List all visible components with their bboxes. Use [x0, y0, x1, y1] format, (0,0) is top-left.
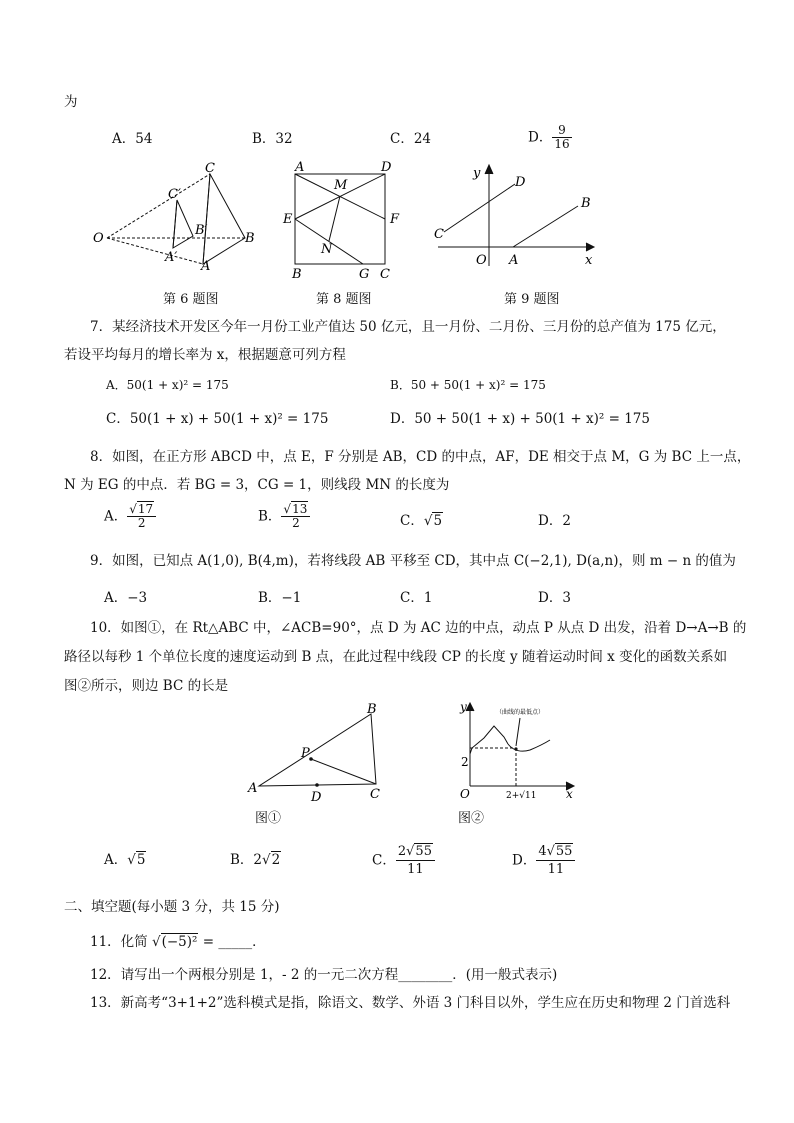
fig10-1-label-C: C [370, 787, 380, 802]
fig8-label-B: B [292, 267, 302, 282]
fig9-label-B: B [581, 196, 591, 211]
q8-a-denominator: 2 [137, 516, 146, 530]
q8-option-c: C．√5 [400, 513, 443, 529]
q10-d-denominator: 11 [547, 862, 565, 877]
fig8-caption: 第 8 题图 [316, 292, 372, 307]
fig10-1-label-D: D [311, 790, 322, 805]
fig9-label-A: A [509, 253, 519, 268]
q9-option-c: C．1 [400, 590, 433, 606]
q10-line1: 10．如图①，在 Rt△ABC 中，∠ACB=90°，点 D 为 AC 边的中点，动点 P 从点 D 出发，沿着 D→A→B 的 [90, 620, 747, 636]
fig9-label-x: x [585, 253, 593, 268]
q7-option-d: D．50 + 50(1 + x) + 50(1 + x)² = 175 [390, 411, 650, 427]
q10-line2: 路径以每秒 1 个单位长度的速度运动到 B 点，在此过程中线段 CP 的长度 y 随着运动时间 x 变化的函数关系如 [64, 649, 728, 665]
q8-option-d: D．2 [538, 513, 571, 529]
fig10-2-label-x: x [566, 787, 573, 801]
q9-option-d: D．3 [538, 590, 571, 606]
fig9-caption: 第 9 题图 [504, 292, 560, 307]
q12: 12．请写出一个两根分别是 1，- 2 的一元二次方程________．(用一般式表示) [90, 967, 558, 983]
q6-option-a: A．54 [112, 131, 153, 147]
q11-radicand: (−5)² [161, 934, 198, 950]
q7-option-b: B．50 + 50(1 + x)² = 175 [390, 378, 546, 392]
fig10-1-caption: 图① [255, 811, 282, 826]
top-fragment: 为 [64, 94, 78, 110]
q8-option-b: B． $\frac{√13}{2}$ [258, 503, 310, 530]
q6-option-b: B．32 [252, 131, 293, 147]
fig10-1-label-A: A [248, 781, 258, 796]
fig8-label-F: F [390, 212, 400, 227]
fig10-1-label-B: B [367, 702, 377, 717]
q10-c-num-coef: 2 [397, 844, 407, 859]
fig6-label-Cp: C′ [168, 187, 181, 202]
q9-option-a: A．−3 [104, 590, 148, 606]
fig6-label-A: A [201, 259, 211, 274]
q10-c-denominator: 11 [407, 862, 424, 877]
q8-b-label: B． [258, 508, 282, 525]
q10-d-label: D． [512, 852, 537, 869]
q6-option-d-label: D． [528, 129, 553, 146]
fig8-label-N: N [321, 242, 333, 257]
q7-line2: 若设平均每月的增长率为 x，根据题意可列方程 [64, 347, 346, 363]
q8-c-label: C． [400, 513, 424, 529]
q6-d-denominator: 16 [554, 137, 570, 151]
q8-a-label: A． [104, 508, 128, 525]
q10-b-label: B．2 [230, 852, 263, 868]
q9-line1: 9．如图，已知点 A(1,0), B(4,m)，若将线段 AB 平移至 CD，其中点 C(−2,1), D(a,n)，则 m − n 的值为 [90, 553, 736, 569]
figure-6 [85, 160, 265, 275]
q10-option-a: A．√5 [104, 852, 146, 868]
fig10-2-label-xval: 2+√11 [506, 791, 537, 801]
section-2-heading: 二、填空题(每小题 3 分，共 15 分) [64, 899, 280, 915]
fig6-label-Ap: A′ [165, 250, 178, 265]
figure-8 [278, 158, 403, 283]
fig10-2-note: （曲线的最低点） [496, 709, 545, 716]
fig6-label-Bp: B′ [195, 223, 208, 238]
q8-line1: 8．如图，在正方形 ABCD 中，点 E，F 分别是 AB，CD 的中点，AF，DE 相交于点 M，G 为 BC 上一点， [90, 449, 751, 465]
fig8-label-A: A [295, 160, 305, 175]
q10-a-label: A． [104, 852, 128, 868]
q8-c-radicand: 5 [433, 513, 443, 529]
q10-a-radicand: 5 [136, 852, 146, 868]
fig9-label-y: y [473, 166, 481, 181]
q10-c-label: C． [372, 852, 396, 869]
q8-b-radicand: 13 [292, 502, 308, 516]
q10-d-num-radicand: 55 [555, 844, 573, 859]
q10-d-num-coef: 4 [538, 844, 547, 859]
fig10-2-label-O: O [460, 787, 470, 801]
fig10-2-label-2: 2 [461, 755, 469, 769]
fig9-label-O: O [476, 253, 487, 268]
q10-b-radicand: 2 [271, 852, 281, 868]
fig9-label-D: D [515, 175, 526, 190]
q11-prefix: 11．化简 [90, 934, 152, 950]
fig8-label-G: G [359, 267, 370, 282]
fig10-1-label-P: P [301, 746, 310, 761]
q10-c-num-radicand: 55 [415, 844, 432, 859]
q7-option-c: C．50(1 + x) + 50(1 + x)² = 175 [106, 411, 329, 427]
q7-option-a: A．50(1 + x)² = 175 [106, 378, 229, 392]
q8-option-a: A． $\frac{√17}{2}$ [104, 503, 156, 530]
fig10-2-caption: 图② [458, 811, 485, 826]
q11: 11．化简 √(−5)² = _____． [90, 934, 266, 950]
fig8-label-D: D [381, 160, 392, 175]
q10-option-c: C． $\frac{2√55}{11}$ [372, 843, 435, 878]
q8-line2: N 为 EG 的中点．若 BG = 3，CG = 1，则线段 MN 的长度为 [64, 477, 450, 493]
fig8-label-E: E [283, 212, 293, 227]
q8-b-denominator: 2 [292, 516, 300, 530]
figure-9 [430, 162, 600, 272]
fig9-label-C: C [434, 227, 444, 242]
q6-option-c: C．24 [390, 131, 432, 147]
q6-d-numerator: 9 [552, 124, 571, 138]
q7-line1: 7．某经济技术开发区今年一月份工业产值达 50 亿元，且一月份、二月份、三月份的总产值为 175 亿元， [90, 319, 726, 335]
fig6-caption: 第 6 题图 [163, 292, 219, 307]
q10-line3: 图②所示，则边 BC 的长是 [64, 678, 229, 694]
fig8-label-C: C [380, 267, 390, 282]
q6-option-d [528, 124, 572, 151]
q10-option-b: B．2√2 [230, 852, 281, 868]
q13: 13．新高考“3+1+2”选科模式是指，除语文、数学、外语 3 门科目以外，学生应在历史和物理 2 门首选科 [90, 995, 731, 1011]
figure-10-2 [450, 700, 580, 805]
q10-option-d: D． $\frac{4√55}{11}$ [512, 843, 575, 878]
q8-a-radicand: 17 [137, 502, 154, 516]
fig10-2-label-y: y [460, 700, 467, 714]
q11-suffix: = _____． [198, 934, 266, 950]
fig8-label-M: M [334, 178, 348, 193]
fig6-label-C: C [205, 161, 215, 176]
fig6-label-O: O [93, 231, 104, 246]
q9-option-b: B．−1 [258, 590, 302, 606]
figure-10-1 [240, 700, 390, 805]
fig6-label-B: B [245, 231, 255, 246]
